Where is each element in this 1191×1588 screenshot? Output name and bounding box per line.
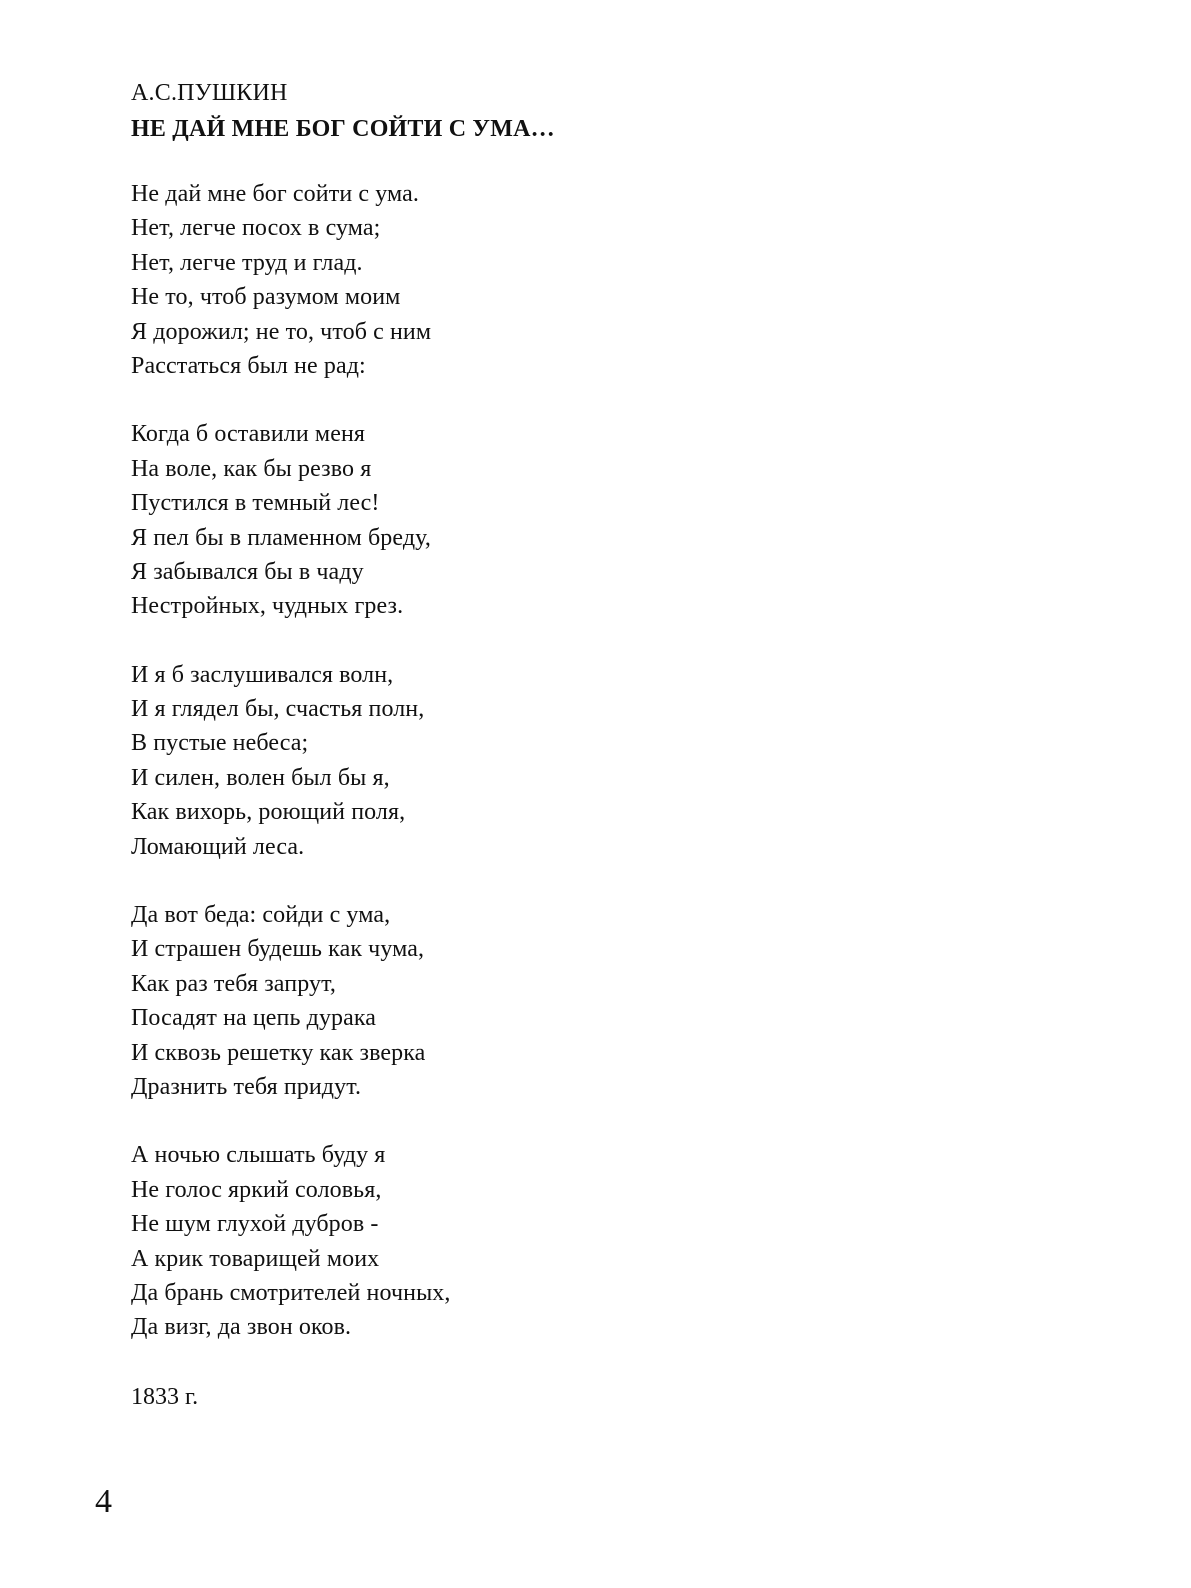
poem-line: Нет, легче труд и глад.: [131, 249, 363, 276]
author-name: А.С.ПУШКИН: [131, 80, 288, 106]
stanza: [131, 1138, 1031, 1344]
poem-line: Нет, легче посох в сума;: [131, 215, 381, 242]
page-number: 4: [95, 1483, 112, 1520]
poem-line: Дразнить тебя придут.: [131, 1073, 362, 1100]
poem-line: Пустился в темный лес!: [131, 490, 380, 517]
stanza: [131, 417, 1031, 623]
poem-line: Я пел бы в пламенном бреду,: [131, 524, 431, 551]
poem-title: НЕ ДАЙ МНЕ БОГ СОЙТИ С УМА…: [131, 116, 555, 142]
poem-line: Да вот беда: сойди с ума,: [131, 902, 391, 929]
poem-line: Да брань смотрителей ночных,: [131, 1279, 451, 1306]
poem-line: Я дорожил; не то, чтоб с ним: [131, 318, 432, 345]
poem-line: Расстаться был не рад:: [131, 352, 366, 379]
poem-line: На воле, как бы резво я: [131, 455, 372, 482]
poem-line: Не голос яркий соловья,: [131, 1176, 382, 1203]
poem-line: Когда б оставили меня: [131, 421, 366, 448]
poem-date: 1833 г.: [131, 1384, 199, 1410]
poem-line: Нестройных, чудных грез.: [131, 593, 404, 620]
poem-line: Я забывался бы в чаду: [131, 558, 364, 585]
poem-line: Как вихорь, роющий поля,: [131, 799, 406, 826]
poem-line: И я глядел бы, счастья полн,: [131, 696, 425, 723]
poem-line: И сквозь решетку как зверка: [131, 1039, 426, 1066]
stanza: [131, 898, 1031, 1104]
poem-line: И силен, волен был бы я,: [131, 764, 390, 791]
stanza: [131, 177, 1031, 383]
poem-line: Не дай мне бог сойти с ума.: [131, 181, 419, 207]
poem-line: Не то, чтоб разумом моим: [131, 284, 401, 311]
poem-line: Не шум глухой дубров -: [131, 1211, 379, 1238]
poem-line: Как раз тебя запрут,: [131, 970, 336, 997]
poem-line: Да визг, да звон оков.: [131, 1314, 352, 1341]
poem-line: И я б заслушивался волн,: [131, 661, 394, 688]
poem-line: И страшен будешь как чума,: [131, 936, 425, 963]
poem-line: В пустые небеса;: [131, 730, 309, 757]
poem-line: Ломающий леса.: [131, 833, 305, 860]
poem-line: Посадят на цепь дурака: [131, 1005, 377, 1032]
poem-body: [131, 177, 1031, 1379]
poem-line: А ночью слышать буду я: [131, 1142, 386, 1169]
stanza: [131, 658, 1031, 864]
poem-line: А крик товарищей моих: [131, 1245, 380, 1272]
